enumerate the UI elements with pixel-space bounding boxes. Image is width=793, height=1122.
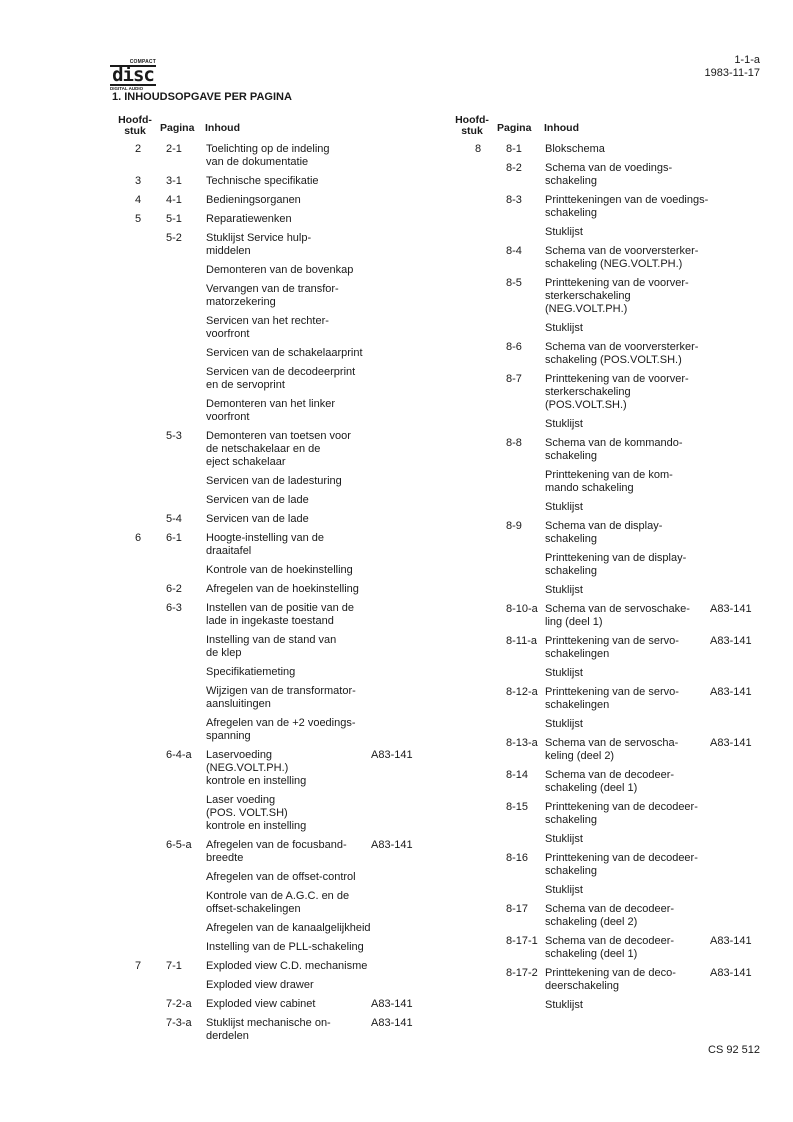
page-number: 6-5-a	[166, 839, 192, 851]
toc-header	[0, 115, 430, 143]
content-title: Demonteren van toetsen voor de netschakelaar en de eject schakelaar	[206, 430, 351, 468]
reference-code: A83-141	[710, 737, 752, 749]
page-number: 8-5	[506, 277, 522, 289]
page-number: 5-4	[166, 513, 182, 525]
content-title: Afregelen van de kanaalgelijkheid	[206, 922, 371, 934]
content-title: Vervangen van de transfor- matorzekering	[206, 283, 339, 308]
doc-date: 1983-11-17	[704, 67, 760, 79]
content-title: Printtekening van de decodeer- schakeling	[545, 801, 698, 826]
toc-row	[440, 469, 770, 501]
content-title: Bedieningsorganen	[206, 194, 301, 206]
reference-code: A83-141	[371, 839, 413, 851]
toc-row	[440, 967, 770, 999]
toc-row	[440, 245, 770, 277]
logo-disc-text: disc	[110, 65, 156, 86]
page-number: 8-15	[506, 801, 529, 813]
header-inhoud: Inhoud	[205, 122, 240, 134]
page-number: 5-1	[166, 213, 182, 225]
content-title: Printtekening van de decodeer- schakeling	[545, 852, 698, 877]
chapter-number: 4	[134, 194, 142, 206]
page-number: 8-17-2	[506, 967, 538, 979]
toc-left-column	[0, 115, 430, 1049]
toc-row	[0, 264, 430, 283]
content-title: Schema van de voorversterker- schakeling (NEG.VOLT.PH.)	[545, 245, 699, 270]
toc-row	[0, 430, 430, 475]
content-title: Stuklijst	[545, 418, 583, 430]
toc-row	[0, 564, 430, 583]
content-title: Printtekening van de servo- schakelingen	[545, 635, 679, 660]
chapter-number: 8	[474, 143, 482, 155]
content-title: Schema van de voorversterker- schakeling (POS.VOLT.SH.)	[545, 341, 699, 366]
content-title: Afregelen van de focusband- breedte	[206, 839, 347, 864]
toc-row	[0, 475, 430, 494]
content-title: Instelling van de stand van de klep	[206, 634, 337, 659]
content-title: Schema van de servoschake- ling (deel 1)	[545, 603, 690, 628]
page-number: 8-16	[506, 852, 529, 864]
toc-row	[440, 584, 770, 603]
content-title: Stuklijst mechanische on- derdelen	[206, 1017, 331, 1042]
toc-row	[440, 322, 770, 341]
content-title: Kontrole van de hoekinstelling	[206, 564, 353, 576]
toc-row	[0, 232, 430, 264]
toc-row	[0, 922, 430, 941]
content-title: Specifikatiemeting	[206, 666, 296, 678]
content-title: Servicen van de schakelaarprint	[206, 347, 363, 359]
page-number: 7-2-a	[166, 998, 192, 1010]
toc-row	[440, 162, 770, 194]
toc-row	[0, 143, 430, 175]
reference-code: A83-141	[710, 603, 752, 615]
reference-code: A83-141	[710, 935, 752, 947]
toc-row	[440, 718, 770, 737]
reference-code: A83-141	[371, 749, 413, 761]
content-title: Schema van de kommando- schakeling	[545, 437, 683, 462]
content-title: Hoogte-instelling van de draaitafel	[206, 532, 325, 557]
page-number: 7-1	[166, 960, 182, 972]
toc-row	[0, 960, 430, 979]
toc-row	[0, 194, 430, 213]
content-title: Schema van de servoscha- keling (deel 2)	[545, 737, 679, 762]
toc-row	[0, 941, 430, 960]
toc-row	[0, 890, 430, 922]
page-number: 8-6	[506, 341, 522, 353]
toc-row	[440, 418, 770, 437]
content-title: Instellen van de positie van de lade in ingekaste toestand	[206, 602, 354, 627]
toc-row	[0, 794, 430, 839]
toc-row	[0, 717, 430, 749]
toc-row	[440, 437, 770, 469]
header-inhoud: Inhoud	[544, 122, 579, 134]
toc-row	[0, 315, 430, 347]
page-number: 8-14	[506, 769, 529, 781]
page-number: 5-3	[166, 430, 182, 442]
content-title: Printtekening van de deco- deerschakeling	[545, 967, 676, 992]
toc-row	[440, 935, 770, 967]
content-title: Laservoeding (NEG.VOLT.PH.) kontrole en instelling	[206, 749, 307, 787]
logo-digital-audio-text: DIGITAL AUDIO	[110, 86, 144, 91]
content-title: Printtekening van de kom- mando schakeling	[545, 469, 673, 494]
page-number: 8-13-a	[506, 737, 538, 749]
content-title: Stuklijst	[545, 999, 583, 1011]
toc-row	[0, 583, 430, 602]
toc-row	[0, 513, 430, 532]
toc-row	[0, 532, 430, 564]
toc-row	[440, 520, 770, 552]
header-pagina: Pagina	[160, 122, 195, 134]
toc-row	[440, 277, 770, 322]
content-title: Wijzigen van de transformator- aansluitingen	[206, 685, 356, 710]
content-title: Servicen van de decodeerprint en de servoprint	[206, 366, 356, 391]
toc-row	[0, 979, 430, 998]
chapter-number: 5	[134, 213, 142, 225]
page-number: 8-17-1	[506, 935, 538, 947]
content-title: Afregelen van de offset-control	[206, 871, 356, 883]
toc-row	[0, 839, 430, 871]
content-title: Stuklijst	[545, 667, 583, 679]
page-number: 8-8	[506, 437, 522, 449]
page-number: 8-12-a	[506, 686, 538, 698]
content-title: Stuklijst Service hulp- middelen	[206, 232, 312, 257]
toc-row	[0, 749, 430, 794]
page-number: 6-3	[166, 602, 182, 614]
toc-rows-right	[440, 143, 770, 1018]
reference-code: A83-141	[710, 635, 752, 647]
chapter-number: 2	[134, 143, 142, 155]
content-title: Laser voeding (POS. VOLT.SH) kontrole en instelling	[206, 794, 307, 832]
content-title: Toelichting op de indeling van de dokumentatie	[206, 143, 330, 168]
toc-row	[440, 552, 770, 584]
content-title: Stuklijst	[545, 833, 583, 845]
page-number: 8-2	[506, 162, 522, 174]
toc-row	[440, 833, 770, 852]
toc-row	[0, 685, 430, 717]
content-title: Stuklijst	[545, 322, 583, 334]
toc-row	[440, 903, 770, 935]
footer-code: CS 92 512	[708, 1044, 760, 1056]
toc-row	[0, 175, 430, 194]
toc-row	[0, 347, 430, 366]
reference-code: A83-141	[371, 998, 413, 1010]
page-number: 8-4	[506, 245, 522, 257]
chapter-number: 3	[134, 175, 142, 187]
content-title: Afregelen van de +2 voedings- spanning	[206, 717, 356, 742]
header-pagina: Pagina	[497, 122, 532, 134]
toc-row	[440, 667, 770, 686]
page-number: 8-9	[506, 520, 522, 532]
toc-row	[440, 373, 770, 418]
toc-row	[440, 635, 770, 667]
content-title: Schema van de decodeer- schakeling (deel 2)	[545, 903, 675, 928]
logo-compact-text: COMPACT	[129, 59, 156, 65]
page-number: 7-3-a	[166, 1017, 192, 1029]
toc-row	[0, 1017, 430, 1049]
content-title: Stuklijst	[545, 718, 583, 730]
document-reference	[705, 54, 760, 80]
reference-code: A83-141	[710, 967, 752, 979]
content-title: Servicen van de ladesturing	[206, 475, 342, 487]
content-title: Schema van de voedings- schakeling	[545, 162, 673, 187]
page-number: 8-11-a	[506, 635, 537, 647]
content-title: Technische specifikatie	[206, 175, 319, 187]
toc-row	[0, 998, 430, 1017]
content-title: Demonteren van de bovenkap	[206, 264, 354, 276]
header-hoofdstuk: Hoofd- stuk	[118, 114, 152, 137]
compact-disc-logo	[110, 60, 156, 92]
content-title: Demonteren van het linker voorfront	[206, 398, 336, 423]
content-title: Blokschema	[545, 143, 605, 155]
toc-row	[440, 737, 770, 769]
content-title: Printtekeningen van de voedings- schakeling	[545, 194, 709, 219]
content-title: Servicen van het rechter- voorfront	[206, 315, 329, 340]
toc-row	[440, 686, 770, 718]
toc-row	[440, 341, 770, 373]
doc-number: 1-1-a	[734, 54, 760, 66]
page-number: 8-1	[506, 143, 522, 155]
toc-row	[0, 666, 430, 685]
content-title: Instelling van de PLL-schakeling	[206, 941, 364, 953]
page-number: 6-2	[166, 583, 182, 595]
toc-header	[440, 115, 770, 143]
chapter-number: 6	[134, 532, 142, 544]
content-title: Printtekening van de voorver- sterkerschakeling (NEG.VOLT.PH.)	[545, 277, 689, 315]
page-number: 8-7	[506, 373, 522, 385]
toc-row	[440, 884, 770, 903]
header-hoofdstuk: Hoofd- stuk	[455, 114, 489, 137]
toc-row	[0, 366, 430, 398]
page-number: 8-10-a	[506, 603, 538, 615]
toc-row	[440, 999, 770, 1018]
content-title: Servicen van de lade	[206, 513, 309, 525]
toc-row	[440, 501, 770, 520]
toc-row	[440, 769, 770, 801]
toc-row	[0, 213, 430, 232]
content-title: Schema van de decodeer- schakeling (deel 1)	[545, 769, 675, 794]
toc-right-column	[440, 115, 770, 1018]
content-title: Printtekening van de servo- schakelingen	[545, 686, 679, 711]
content-title: Kontrole van de A.G.C. en de offset-schakelingen	[206, 890, 350, 915]
content-title: Exploded view drawer	[206, 979, 314, 991]
toc-row	[0, 871, 430, 890]
toc-row	[0, 494, 430, 513]
page-number: 4-1	[166, 194, 182, 206]
content-title: Printtekening van de display- schakeling	[545, 552, 687, 577]
reference-code: A83-141	[710, 686, 752, 698]
toc-row	[0, 634, 430, 666]
content-title: Stuklijst	[545, 884, 583, 896]
page-number: 6-4-a	[166, 749, 192, 761]
toc-row	[0, 283, 430, 315]
toc-row	[440, 143, 770, 162]
content-title: Schema van de decodeer- schakeling (deel 1)	[545, 935, 675, 960]
page-number: 8-17	[506, 903, 529, 915]
content-title: Schema van de display- schakeling	[545, 520, 663, 545]
content-title: Reparatiewenken	[206, 213, 292, 225]
content-title: Printtekening van de voorver- sterkerschakeling (POS.VOLT.SH.)	[545, 373, 689, 411]
content-title: Afregelen van de hoekinstelling	[206, 583, 359, 595]
content-title: Exploded view cabinet	[206, 998, 316, 1010]
toc-row	[440, 226, 770, 245]
content-title: Exploded view C.D. mechanisme	[206, 960, 368, 972]
content-title: Stuklijst	[545, 501, 583, 513]
toc-row	[440, 801, 770, 833]
toc-row	[440, 852, 770, 884]
page-number: 2-1	[166, 143, 182, 155]
reference-code: A83-141	[371, 1017, 413, 1029]
content-title: Stuklijst	[545, 584, 583, 596]
content-title: Stuklijst	[545, 226, 583, 238]
toc-row	[440, 194, 770, 226]
page-number: 3-1	[166, 175, 182, 187]
page-number: 6-1	[166, 532, 182, 544]
chapter-number: 7	[134, 960, 142, 972]
content-title: Servicen van de lade	[206, 494, 309, 506]
toc-row	[0, 602, 430, 634]
page-number: 5-2	[166, 232, 182, 244]
page-title: 1. INHOUDSOPGAVE PER PAGINA	[112, 91, 292, 103]
page-number: 8-3	[506, 194, 522, 206]
toc-row	[0, 398, 430, 430]
toc-rows-left	[0, 143, 430, 1049]
toc-row	[440, 603, 770, 635]
